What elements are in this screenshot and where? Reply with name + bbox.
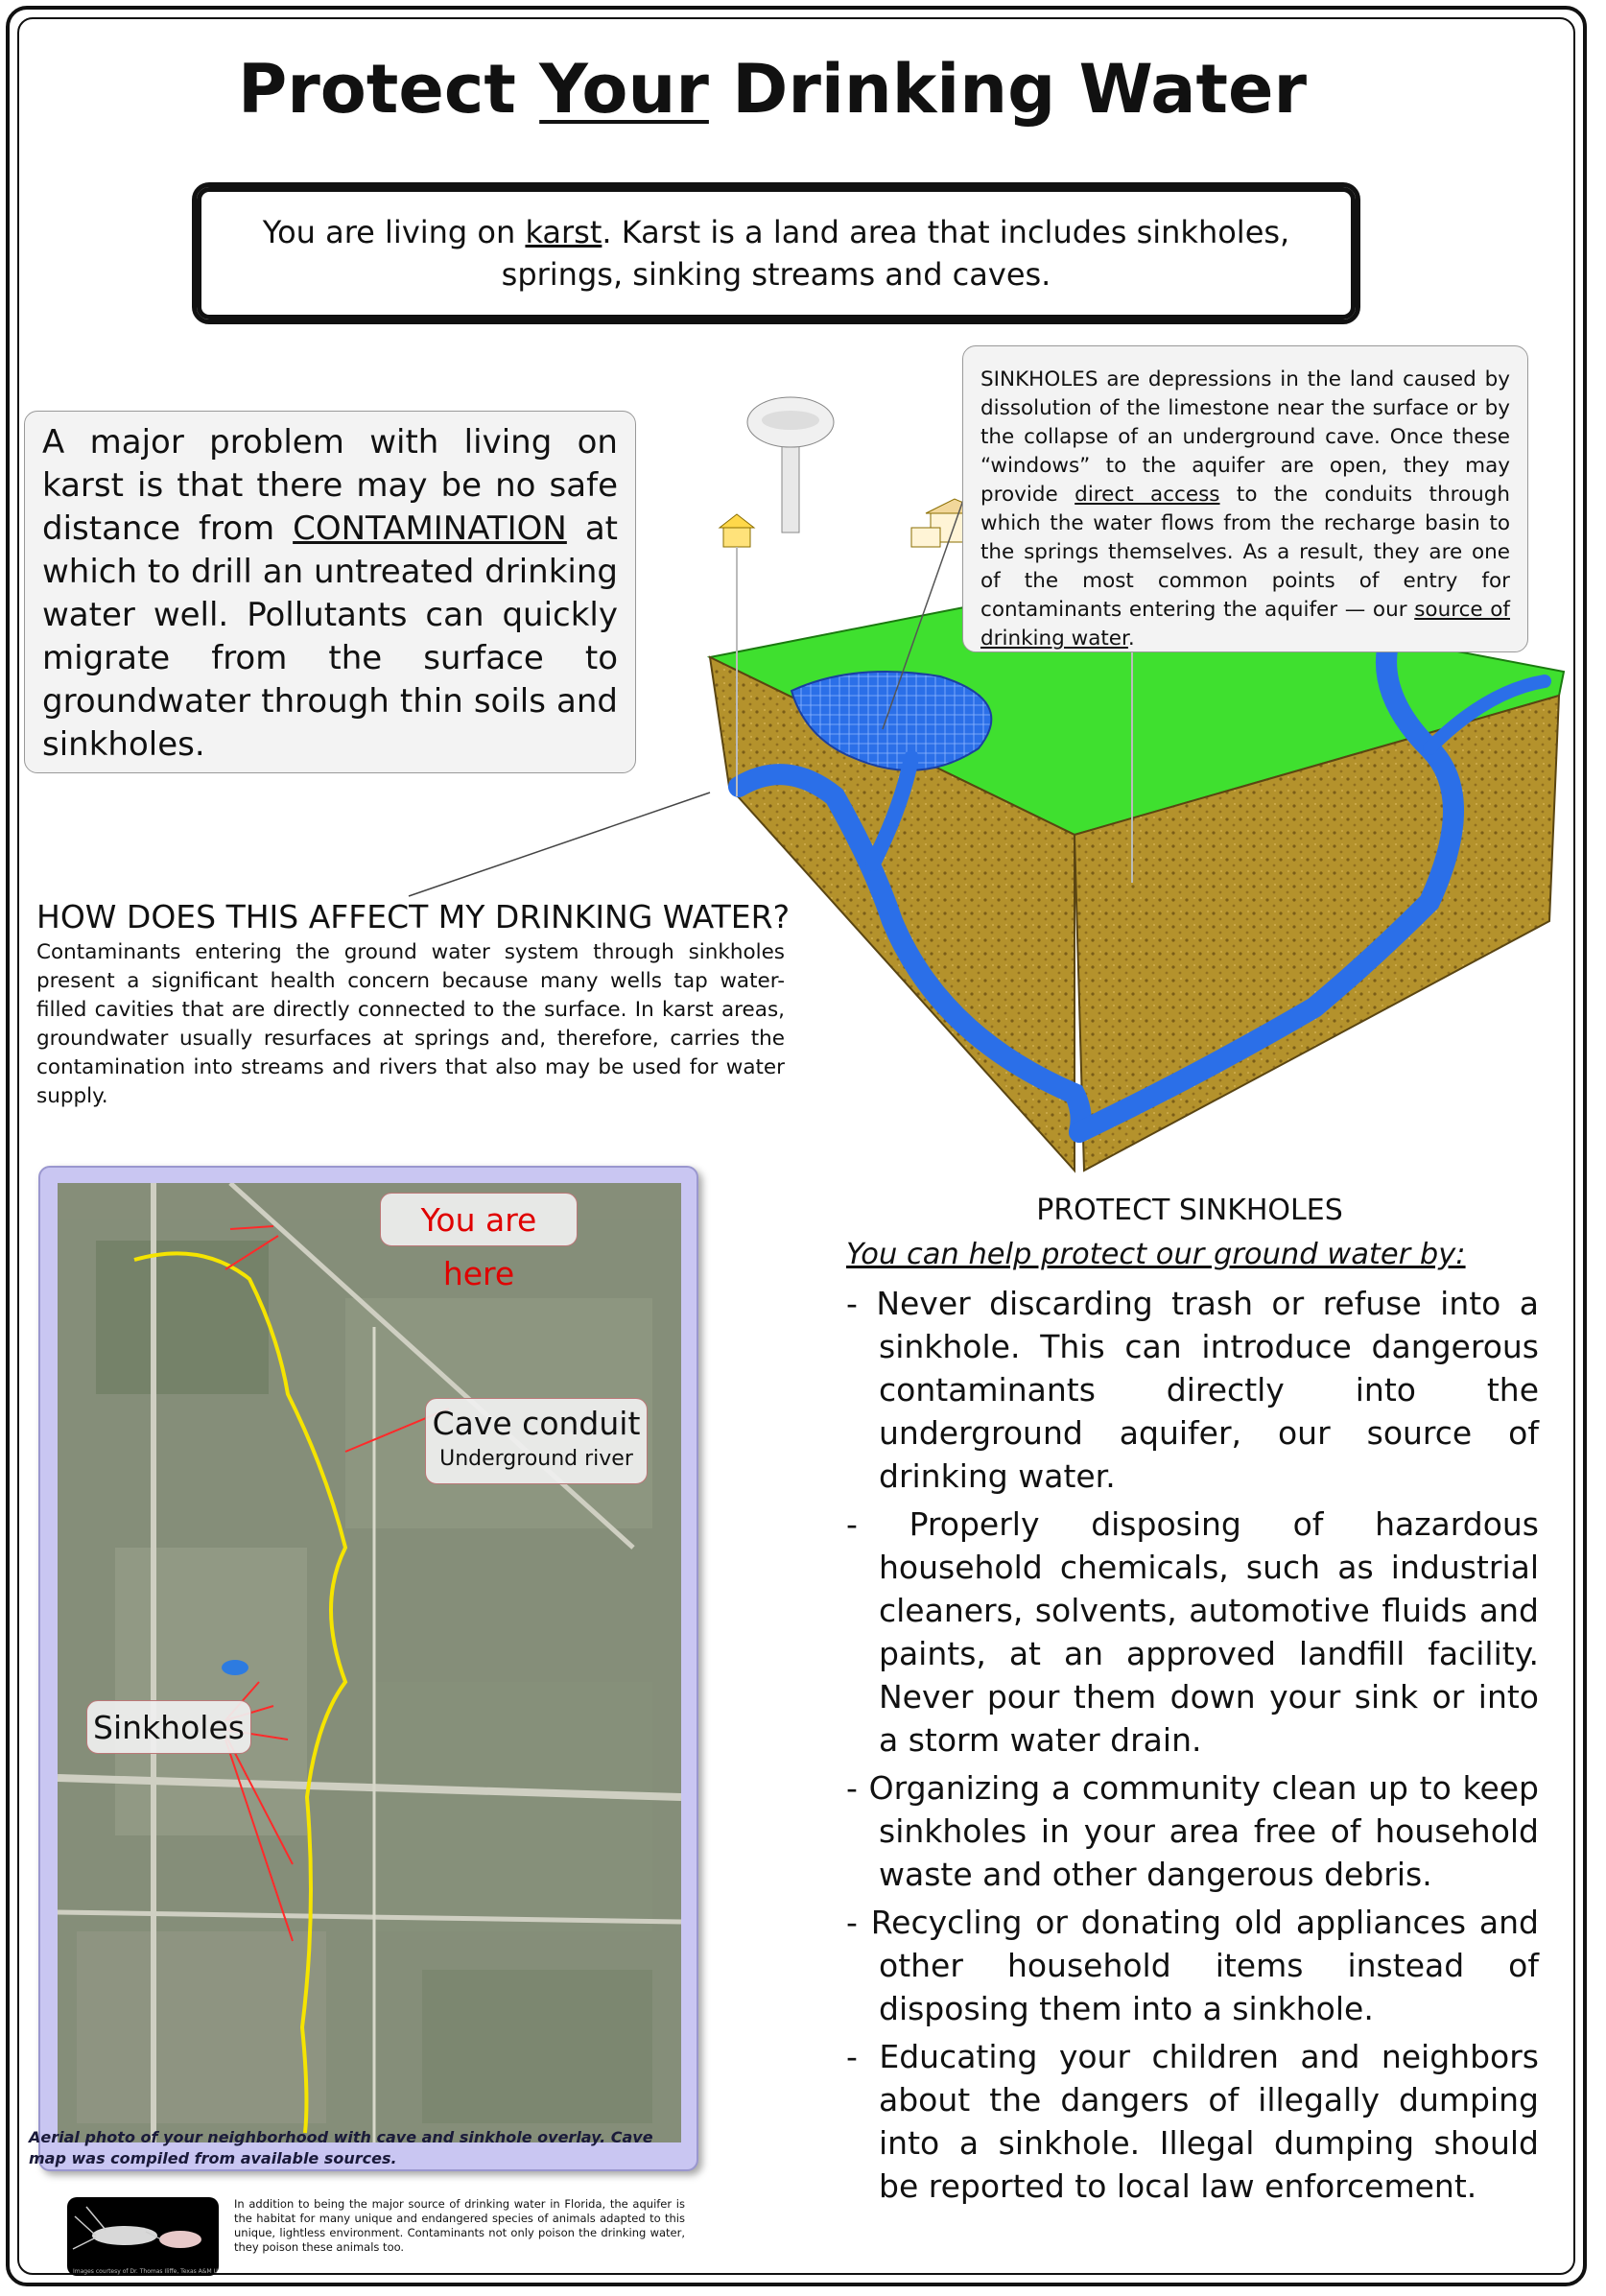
list-item: - Recycling or donating old appliances and other household items instead of disposing them into a sinkhole. [846,1904,1539,2027]
karst-intro-text: You are living on karst. Karst is a land area that includes sinkholes, springs, sinking streams and caves. [262,214,1290,293]
cave-conduit-label [425,1398,648,1484]
list-item: - Properly disposing of hazardous household chemicals, such as industrial cleaners, solvents, automotive fluids and paints, at an approved landfill facility. Never pour them down your sink or into a storm water drain. [846,1505,1539,1759]
cave-fauna-photo [67,2197,219,2276]
list-item: - Organizing a community clean up to keep sinkholes in your area free of household waste and other dangerous debris. [846,1769,1539,1893]
source-of-drinking-water-term: source of drinking water [980,598,1510,651]
affect-pointer-line [403,787,720,902]
affect-heading: HOW DOES THIS AFFECT MY DRINKING WATER? [36,898,791,935]
page-title: Protect Your Drinking Water [237,50,1307,129]
sinkholes-definition-callout: SINKHOLES are depressions in the land caused by dissolution of the limestone near the surface or by the collapse of an underground cave. Once these “windows” to the aquifer are open, they may provide direct access to the conduits through which the water flows from the recharge basin to the springs themselves. As a result, they are one of the most common points of entry for contaminants entering the aquifer — our source of drinking water. [962,345,1528,652]
cave-conduit-subtitle: Underground river [439,1447,633,1471]
sinkhole-pond-icon [222,1660,248,1675]
cave-shrimp-icon [67,2197,219,2276]
protect-heading: PROTECT SINKHOLES [1036,1194,1343,1227]
karst-intro-box [192,182,1360,324]
photo-credit: Images courtesy of Dr. Thomas Iliffe, Texas A&M U [73,2268,218,2275]
aerial-photo [58,1183,681,2142]
you-are-here-label: You are here [380,1193,578,1246]
aerial-map-panel [38,1166,698,2171]
contamination-term: CONTAMINATION [293,509,567,548]
list-item: - Never discarding trash or refuse into a sinkhole. This can introduce dangerous contaminants directly into the underground aquifer, our source of drinking water. [846,1285,1539,1495]
water-tower-icon [747,397,834,533]
map-caption: Aerial photo of your neighborhood with cave and sinkhole overlay. Cave map was compiled from available sources. [29,2128,653,2167]
list-item: - Educating your children and neighbors about the dangers of illegally dumping into a sinkhole. Illegal dumping should be reported to local law enforcement. [846,2038,1539,2205]
protect-subheading: You can help protect our ground water by: [846,1238,1466,1271]
protect-tips-list [846,1282,1539,2213]
sinkholes-label: Sinkholes [86,1700,251,1754]
affect-body: Contaminants entering the ground water system through sinkholes present a significant health concern because many wells tap water-filled cavities that are directly connected to the surface. In karst areas, groundwater usually resurfaces at springs and, therefore, carries the contamination into streams and rivers that also may be used for water supply. [36,940,785,1108]
direct-access-term: direct access [1075,483,1220,507]
title-emphasis: Your [539,50,709,129]
aquifer-habitat-note: In addition to being the major source of drinking water in Florida, the aquifer is the habitat for many unique and endangered species of animals adapted to this unique, lightless environment. Contaminants not only poison the drinking water, they poison these animals too. [234,2197,685,2254]
karst-term: karst [525,214,602,250]
cave-conduit-title: Cave conduit [432,1405,641,1442]
contamination-problem-callout: A major problem with living on karst is that there may be no safe distance from CONTAMINATION at which to drill an untreated drinking water well. Pollutants can quickly migrate from the surface to groundwater through thin soils and sinkholes. [24,411,636,773]
